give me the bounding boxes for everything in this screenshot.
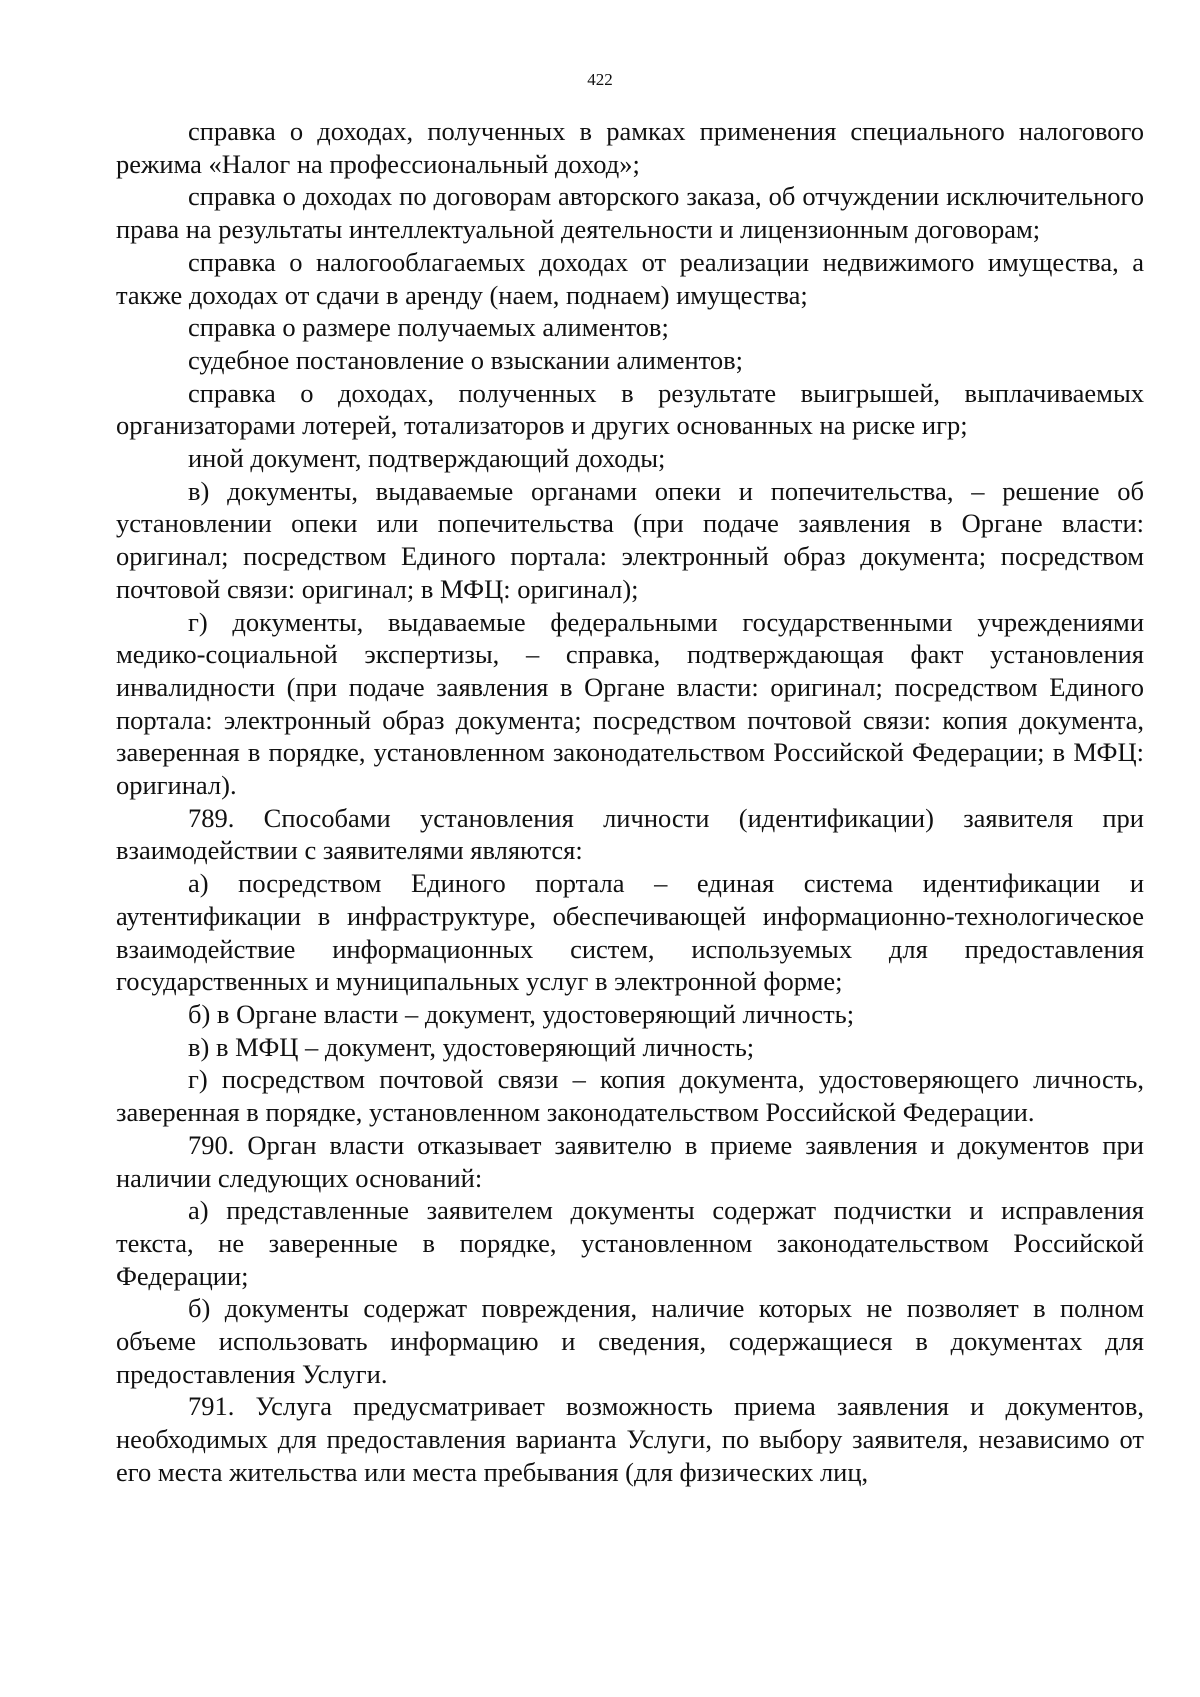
paragraph: в) в МФЦ – документ, удостоверяющий личность; — [188, 1031, 755, 1062]
paragraph: судебное постановление о взыскании алиментов; — [188, 344, 744, 375]
paragraph: в) документы, выдаваемые органами опеки и попечительства, – решение об установлении опеки или попечительства (при подаче заявления в Органе власти: оригинал; посредством Единого портала: электронный образ документа; посредством почтовой связи: оригинал; в МФЦ: оригинал); — [116, 475, 1144, 604]
paragraph: 791. Услуга предусматривает возможность приема заявления и документов, необходимых для предоставления варианта Услуги, по выбору заявителя, независимо от его места жительства или места пребывания (для физических лиц, — [116, 1391, 1144, 1487]
paragraph: 790. Орган власти отказывает заявителю в приеме заявления и документов при наличии следующих оснований: — [116, 1129, 1144, 1193]
paragraph: б) в Органе власти – документ, удостоверяющий личность; — [188, 998, 855, 1029]
paragraph: б) документы содержат повреждения, наличие которых не позволяет в полном объеме использовать информацию и сведения, содержащиеся в документах для предоставления Услуги. — [116, 1293, 1144, 1389]
paragraph: а) посредством Единого портала – единая система идентификации и аутентификации в инфраструктуре, обеспечивающей информационно-технологическое взаимодействие информационных систем, используемых для предоставления государственных и муниципальных услуг в электронной форме; — [116, 868, 1144, 997]
paragraph: справка о доходах, полученных в результате выигрышей, выплачиваемых организаторами лотерей, тотализаторов и других основанных на риске игр; — [116, 377, 1144, 441]
paragraph: справка о размере получаемых алиментов; — [188, 312, 669, 343]
paragraph: справка о доходах по договорам авторского заказа, об отчуждении исключительного права на результаты интеллектуальной деятельности и лицензионным договорам; — [116, 181, 1144, 245]
page-number: 422 — [587, 70, 613, 89]
paragraph: справка о доходах, полученных в рамках применения специального налогового режима «Налог на профессиональный доход»; — [116, 116, 1144, 179]
paragraph: 789. Способами установления личности (идентификации) заявителя при взаимодействии с заявителями являются: — [116, 802, 1144, 866]
paragraph: г) документы, выдаваемые федеральными государственными учреждениями медико-социальной экспертизы, – справка, подтверждающая факт установления инвалидности (при подаче заявления в Органе власти: оригинал; посредством Единого портала: электронный образ документа; посредством почтовой связи: копия документа, заверенная в порядке, установленном законодательством Российской Федерации; в МФЦ: оригинал). — [116, 606, 1144, 801]
paragraph: а) представленные заявителем документы содержат подчистки и исправления текста, не заверенные в порядке, установленном законодательством Российской Федерации; — [116, 1195, 1144, 1291]
paragraph: г) посредством почтовой связи – копия документа, удостоверяющего личность, заверенная в порядке, установленном законодательством Российской Федерации. — [116, 1064, 1144, 1128]
paragraph: иной документ, подтверждающий доходы; — [188, 443, 666, 474]
document-body — [116, 115, 1144, 1489]
paragraph: справка о налогооблагаемых доходах от реализации недвижимого имущества, а также доходах от сдачи в аренду (наем, поднаем) имущества; — [116, 246, 1144, 310]
